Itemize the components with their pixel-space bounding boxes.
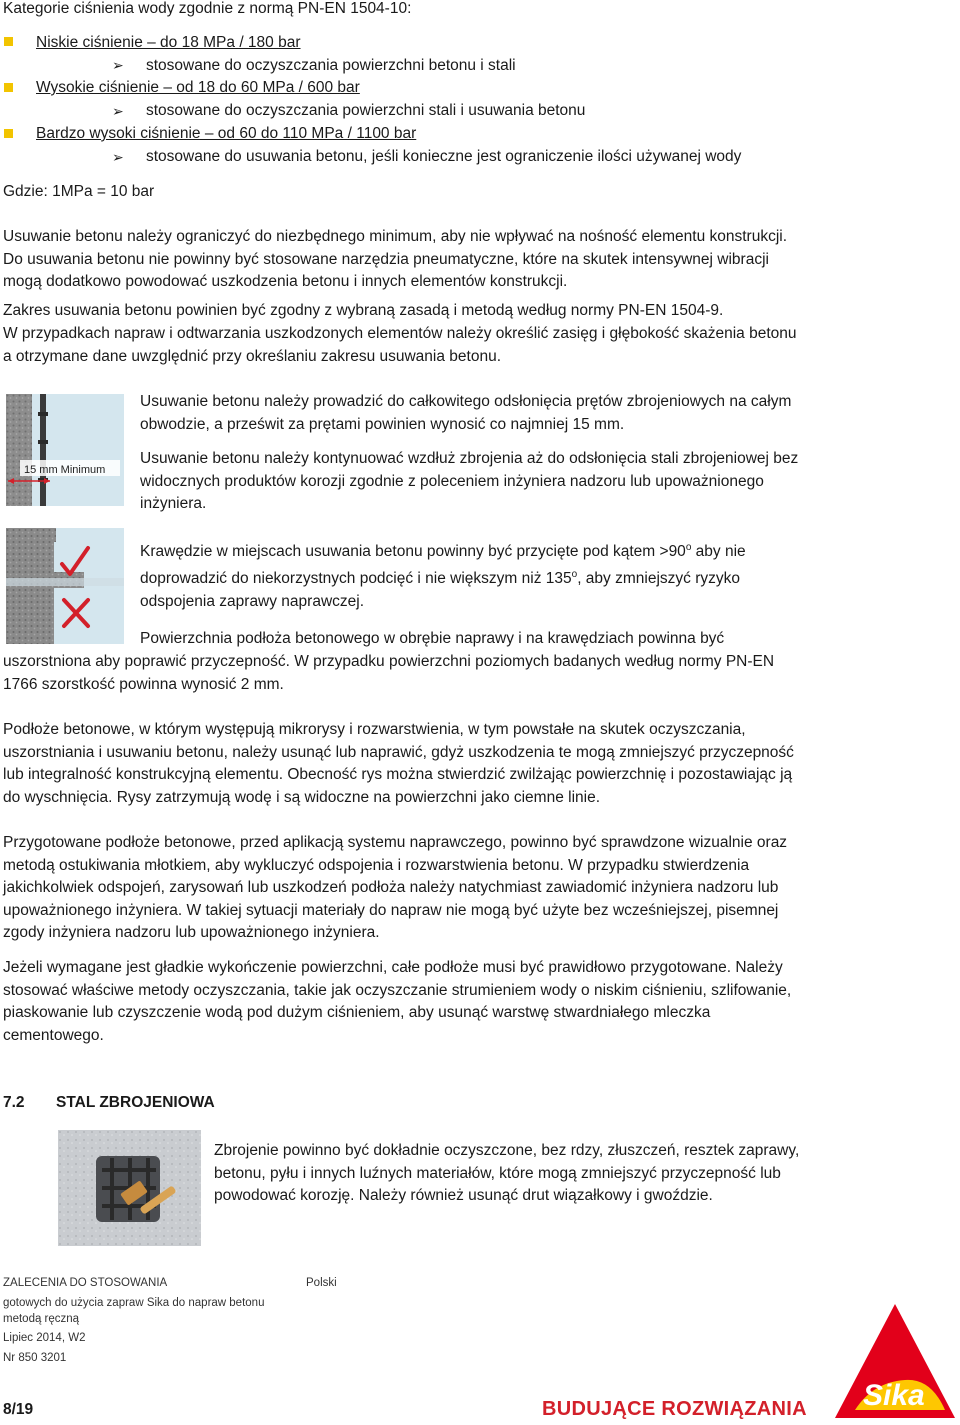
text-line: inżyniera. — [140, 495, 207, 513]
text-line: betonu, pyłu i innych luźnych materiałów, które mogą zmniejszyć przyczepność lub — [214, 1164, 781, 1182]
text-line: uszorstniona aby poprawić przyczepność. W przypadku powierzchni poziomych badanych według normy PN-EN — [3, 653, 775, 670]
rebar-cleaning-photo — [58, 1130, 201, 1246]
footer-doc-title: ZALECENIA DO STOSOWANIA — [3, 1277, 168, 1289]
edge-angle-illustration — [6, 528, 124, 644]
paragraph-4 — [3, 651, 774, 696]
footer-subtitle-2: metodą ręczną — [3, 1313, 80, 1325]
angle-line-1-text: Krawędzie w miejscach usuwania betonu powinny być przycięte pod kątem >90 — [140, 543, 686, 561]
page-number: 8/19 — [3, 1401, 34, 1418]
paragraph-4-line-1: Powierzchnia podłoża betonowego w obrębie naprawy i na krawędziach powinna być — [140, 630, 725, 647]
angle-line-2-end: , aby zmniejszyć ryzyko — [577, 569, 740, 587]
text-line: metodą ostukiwania młotkiem, aby wykluczyć odspojenia i rozwarstwienia betonu. W przypadku stwierdzenia — [3, 856, 750, 874]
text-line: obwodzie, a prześwit za prętami powinien wynosić co najmniej 15 mm. — [140, 415, 625, 433]
text-line: piaskowanie lub czyszczenie wodą pod dużym ciśnieniem, aby usunąć warstwę stwardniałego mleczka — [3, 1004, 711, 1022]
figure1-text-b — [140, 448, 798, 516]
bullet-square-icon — [4, 83, 13, 92]
rebar-clearance-figure — [6, 394, 124, 506]
text-line: odspojenia zaprawy naprawczej. — [140, 592, 365, 610]
text-line: lub integralność konstrukcyjną elementu. Obecność rys można stwierdzić zwilżając powierzchnię i pozostawiając ją — [3, 766, 793, 784]
figure2-text — [140, 537, 746, 613]
text-line: do wyschnięcia. Rysy zatrzymują wodę i są widoczne na powierzchni jako ciemne linie. — [3, 788, 601, 806]
text-line — [140, 537, 746, 564]
category-high-use: stosowane do oczyszczania powierzchni stali i usuwania betonu — [146, 102, 586, 119]
footer-language: Polski — [306, 1277, 337, 1289]
brand-slogan: BUDUJĄCE ROZWIĄZANIA — [542, 1398, 807, 1420]
paragraph-3 — [3, 323, 797, 368]
text-line: Usuwanie betonu należy ograniczyć do niezbędnego minimum, aby nie wpływać na nośność elementu konstrukcji. — [3, 228, 788, 245]
paragraph-5 — [3, 719, 794, 809]
degree-sup: o — [571, 568, 578, 580]
paragraph-8 — [214, 1140, 799, 1208]
text-line: a otrzymane dane uwzględnić przy określaniu zakresu usuwania betonu. — [3, 347, 502, 365]
bullet-square-icon — [4, 129, 13, 138]
text-line: Jeżeli wymagane jest gładkie wykończenie powierzchni, całe podłoże musi być prawidłowo przygotowane. Należy — [3, 959, 783, 976]
text-line: widocznych produktów korozji zgodnie z poleceniem inżyniera nadzoru lub upoważnionego — [140, 472, 764, 490]
paragraph-6 — [3, 832, 787, 945]
text-line: mogą dodatkowo powodować uszkodzenia betonu i innych elementów konstrukcji. — [3, 273, 568, 291]
text-line: Usuwanie betonu należy prowadzić do całkowitego odsłonięcia prętów zbrojeniowych na całym — [140, 393, 792, 410]
text-line: Przygotowane podłoże betonowe, przed aplikacją systemu naprawczego, powinno być sprawdzone wizualnie oraz — [3, 834, 788, 851]
text-line: uszorstniania i usuwaniu betonu, należy usunąć lub naprawić, gdyż uszkodzenia te mogą zmniejszyć przyczepność — [3, 743, 794, 761]
paragraph-2: Zakres usuwania betonu powinien być zgodny z wybraną zasadą i metodą według normy PN-EN 1504-9. — [3, 302, 724, 319]
category-very-high-use: stosowane do usuwania betonu, jeśli konieczne jest ograniczenie ilości używanej wody — [146, 148, 742, 165]
text-line — [140, 564, 746, 591]
intro-heading: Kategorie ciśnienia wody zgodnie z normą PN-EN 1504-10: — [3, 0, 412, 17]
bullet-square-icon — [4, 37, 13, 46]
sika-logo-icon — [833, 1302, 957, 1420]
text-line: 1766 szorstkość powinna wynosić 2 mm. — [3, 675, 284, 693]
angle-line-2-text: doprowadzić do niekorzystnych podcięć i nie większym niż 135 — [140, 569, 572, 587]
text-line: stosować właściwe metody oczyszczania, takie jak oczyszczanie strumieniem wody o niskim ciśnieniu, szlifowanie, — [3, 981, 792, 999]
angle-line-1-end: aby nie — [691, 543, 746, 561]
category-low-use: stosowane do oczyszczania powierzchni betonu i stali — [146, 57, 516, 74]
paragraph-1 — [3, 226, 787, 294]
unit-note: Gdzie: 1MPa = 10 bar — [3, 183, 155, 200]
category-high: Wysokie ciśnienie – od 18 do 60 MPa / 600 bar — [36, 79, 360, 96]
wire-brush-illustration — [58, 1130, 201, 1246]
cross-icon — [70, 612, 71, 613]
text-line: Zbrojenie powinno być dokładnie oczyszczone, bez rdzy, złuszczeń, resztek zaprawy, — [214, 1142, 800, 1159]
arrow-bullet-icon: ➢ — [112, 103, 124, 119]
footer-doc-number: Nr 850 3201 — [3, 1352, 67, 1364]
category-very-high: Bardzo wysoki ciśnienie – od 60 do 110 MPa / 1100 bar — [36, 125, 417, 142]
text-line: upoważnionego inżyniera. W takiej sytuacji materiały do napraw nie mogą być użyte bez wcześniejszej, pisemnej — [3, 901, 779, 919]
arrow-bullet-icon: ➢ — [112, 57, 124, 73]
sika-logo — [833, 1302, 957, 1420]
text-line: W przypadkach napraw i odtwarzania uszkodzonych elementów należy określić zasięg i głębokość skażenia betonu — [3, 325, 797, 342]
footer-date: Lipiec 2014, W2 — [3, 1332, 86, 1344]
degree-sup: o — [685, 542, 692, 553]
edge-angle-figure — [6, 528, 124, 644]
figure-label: 15 mm Minimum — [24, 464, 106, 476]
section-title: STAL ZBROJENIOWA — [56, 1094, 215, 1111]
text-line: Do usuwania betonu nie powinny być stosowane narzędzia pneumatyczne, które na skutek intensywnej wibracji — [3, 250, 769, 268]
paragraph-7 — [3, 957, 791, 1047]
rebar-clearance-illustration — [6, 394, 124, 506]
text-line: jakichkolwiek odspojeń, zarysowań lub uszkodzeń podłoża należy natychmiast zawiadomić inżyniera nadzoru lub — [3, 879, 779, 897]
text-line: Podłoże betonowe, w którym występują mikrorysy i rozwarstwienia, w tym powstałe na skutek oczyszczania, — [3, 721, 746, 738]
figure1-text-a — [140, 391, 791, 436]
category-low: Niskie ciśnienie – do 18 MPa / 180 bar — [36, 34, 301, 51]
arrow-bullet-icon: ➢ — [112, 149, 124, 165]
sika-logo-text: Sika — [863, 1379, 925, 1412]
section-number: 7.2 — [3, 1094, 25, 1111]
text-line: cementowego. — [3, 1026, 104, 1044]
check-icon — [64, 556, 65, 557]
footer-subtitle-1: gotowych do użycia zapraw Sika do napraw betonu — [3, 1297, 265, 1309]
text-line: powodować korozję. Należy również usunąć drut wiązałkowy i gwoździe. — [214, 1187, 713, 1205]
text-line: Usuwanie betonu należy kontynuować wzdłuż zbrojenia aż do odsłonięcia stali zbrojeniowej bez — [140, 450, 799, 467]
text-line: zgody inżyniera nadzoru lub upoważnionego inżyniera. — [3, 924, 380, 942]
